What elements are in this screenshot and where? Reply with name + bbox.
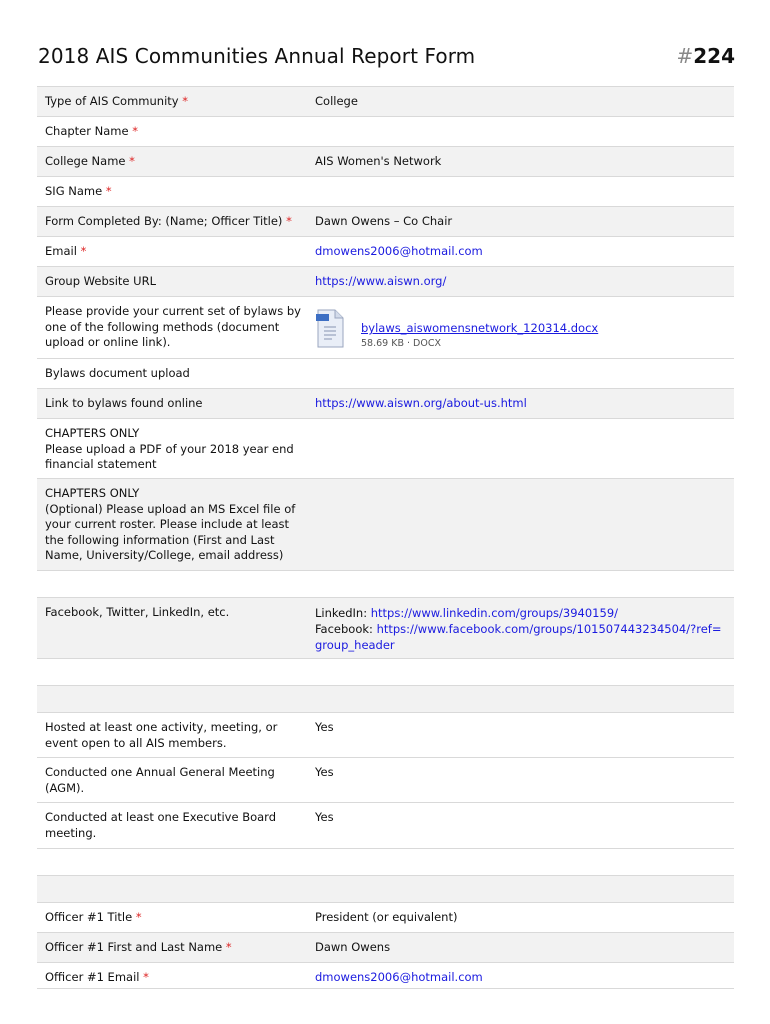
field-label: Conducted one Annual General Meeting (AGM). (45, 765, 275, 795)
row-email (37, 236, 734, 267)
field-label: Email * (45, 244, 87, 258)
row-spacer (37, 685, 734, 713)
website-link[interactable]: https://www.aiswn.org/ (315, 274, 447, 288)
row-bylaws (37, 296, 734, 359)
file-attachment[interactable] (315, 309, 725, 353)
row-website (37, 266, 734, 297)
field-label: Form Completed By: (Name; Officer Title) * (45, 214, 292, 228)
row-type (37, 86, 734, 117)
facebook-label: Facebook: (315, 622, 377, 636)
field-label: Facebook, Twitter, LinkedIn, etc. (45, 605, 230, 619)
field-label: Chapter Name * (45, 124, 138, 138)
bylaws-link[interactable]: https://www.aiswn.org/about-us.html (315, 396, 527, 410)
field-label: Hosted at least one activity, meeting, or event open to all AIS members. (45, 720, 278, 750)
row-bylaws-upload (37, 358, 734, 389)
field-value: Yes (315, 765, 334, 779)
row-agm (37, 757, 734, 803)
field-value: AIS Women's Network (315, 154, 442, 168)
number-value: 224 (693, 44, 735, 68)
row-college (37, 146, 734, 177)
row-chapter (37, 116, 734, 147)
facebook-link[interactable]: https://www.facebook.com/groups/101507443234504/?ref=group_header (315, 622, 722, 652)
field-label: College Name * (45, 154, 135, 168)
row-officer-name (37, 932, 734, 963)
email-link[interactable]: dmowens2006@hotmail.com (315, 244, 483, 258)
field-value: Yes (315, 720, 334, 734)
docx-file-icon (315, 309, 345, 349)
file-meta: 58.69 KB · DOCX (361, 338, 441, 349)
row-spacer (37, 658, 734, 686)
form-number (676, 44, 735, 68)
linkedin-label: LinkedIn: (315, 606, 371, 620)
form-header (38, 44, 735, 74)
field-label: Conducted at least one Executive Board meeting. (45, 810, 276, 840)
row-completed-by (37, 206, 734, 237)
field-label: Officer #1 Email * (45, 970, 149, 984)
row-spacer (37, 570, 734, 598)
field-value: Dawn Owens – Co Chair (315, 214, 453, 228)
number-hash: # (676, 44, 694, 68)
officer-email-link[interactable]: dmowens2006@hotmail.com (315, 970, 483, 984)
field-label: Officer #1 Title * (45, 910, 142, 924)
row-exec (37, 802, 734, 849)
field-value: Dawn Owens (315, 940, 391, 954)
social-links (315, 605, 725, 653)
row-spacer (37, 875, 734, 903)
field-label: Officer #1 First and Last Name * (45, 940, 232, 954)
field-label: CHAPTERS ONLY Please upload a PDF of your 2018 year end financial statement (45, 426, 294, 471)
row-chapters-pdf (37, 418, 734, 479)
field-value: President (or equivalent) (315, 910, 458, 924)
field-label: Link to bylaws found online (45, 396, 203, 410)
field-label: SIG Name * (45, 184, 112, 198)
form-title: 2018 AIS Communities Annual Report Form (38, 44, 476, 68)
row-spacer (37, 848, 734, 876)
field-label: CHAPTERS ONLY (Optional) Please upload an MS Excel file of your current roster. Please include at least the following information (First and Last Name, University/College, email address) (45, 486, 296, 562)
field-value: College (315, 94, 358, 108)
field-label: Please provide your current set of bylaws by one of the following methods (document upload or online link). (45, 304, 301, 349)
field-value: Yes (315, 810, 334, 824)
row-bylaws-link (37, 388, 734, 419)
row-sig (37, 176, 734, 207)
file-name-link[interactable]: bylaws_aiswomensnetwork_120314.docx (361, 321, 599, 335)
field-label: Type of AIS Community * (45, 94, 188, 108)
row-officer-title (37, 902, 734, 933)
row-social (37, 597, 734, 659)
row-officer-email (37, 962, 734, 989)
linkedin-link[interactable]: https://www.linkedin.com/groups/3940159/ (370, 606, 619, 620)
row-hosted (37, 712, 734, 758)
field-label: Bylaws document upload (45, 366, 190, 380)
field-label: Group Website URL (45, 274, 156, 288)
row-chapters-excel (37, 478, 734, 571)
